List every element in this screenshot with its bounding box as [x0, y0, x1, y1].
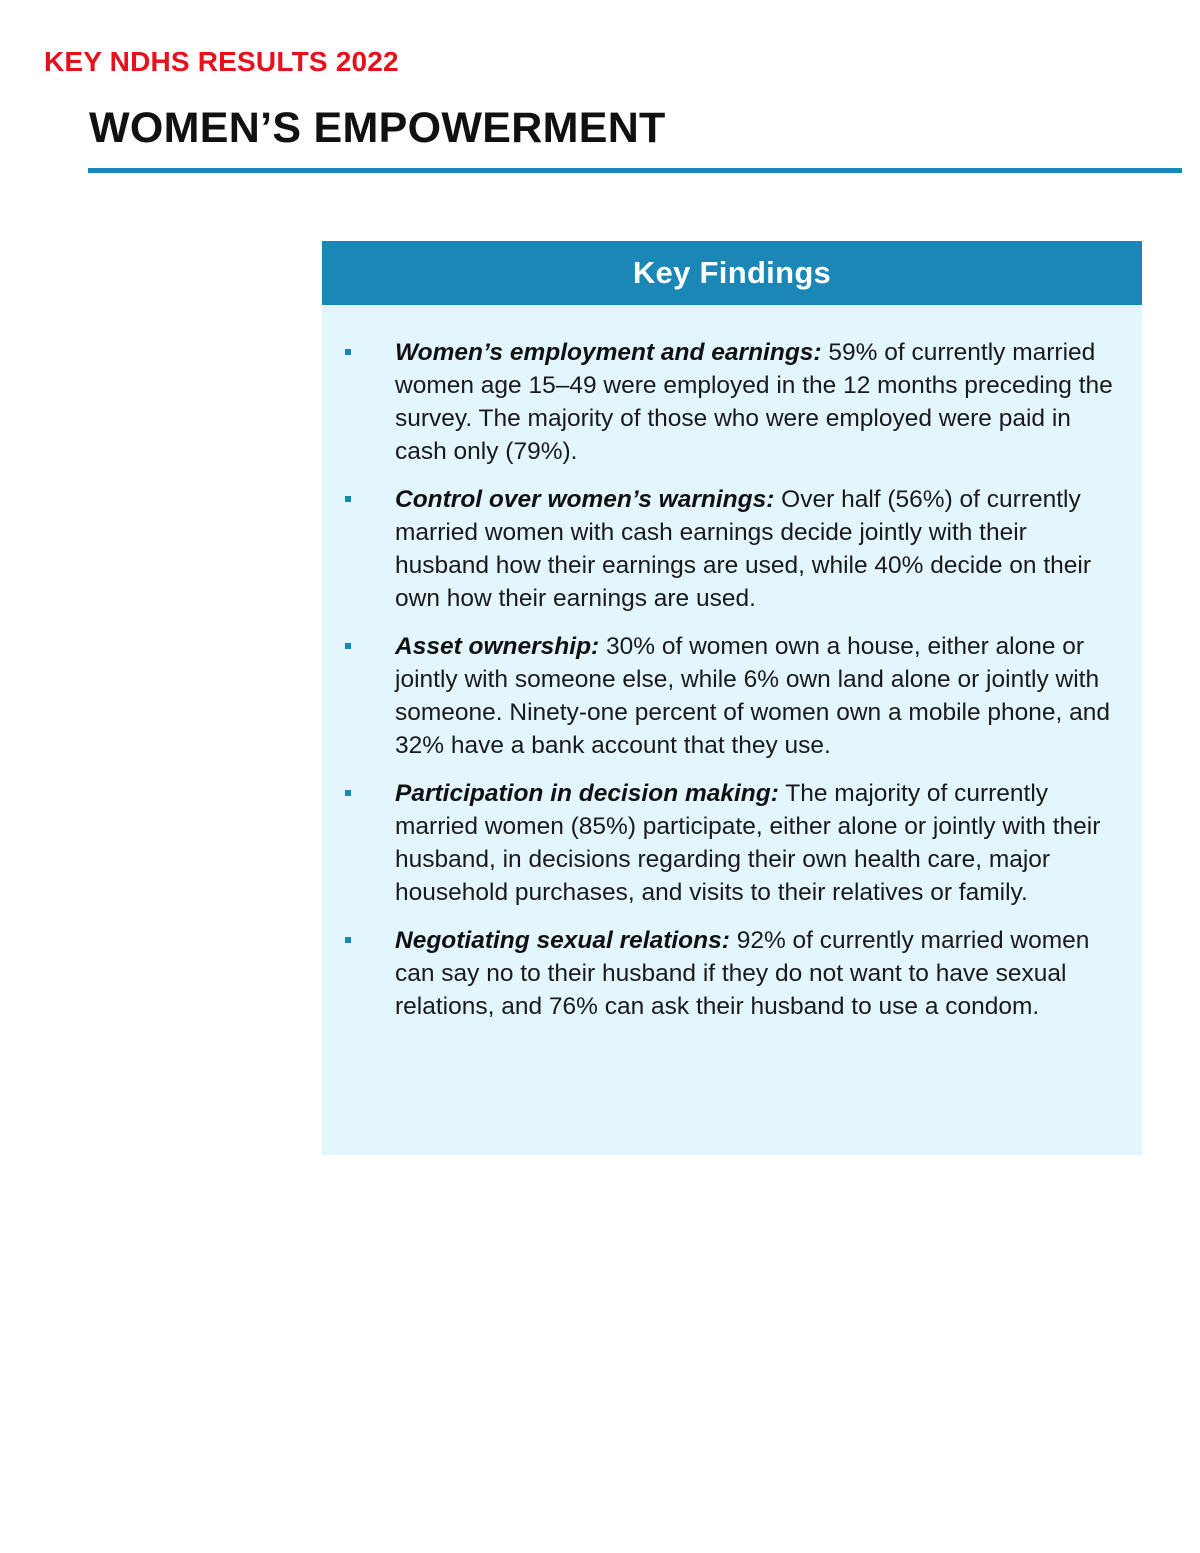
report-tag: KEY NDHS RESULTS 2022: [44, 46, 399, 77]
square-bullet-icon: [345, 349, 351, 355]
title-divider: [88, 168, 1182, 173]
page-title: WOMEN’S EMPOWERMENT: [89, 104, 666, 152]
finding-label: Negotiating sexual relations:: [395, 927, 730, 954]
key-findings-header: [322, 241, 1142, 305]
finding-sexual-relations: [322, 924, 1142, 1023]
finding-label: Control over women’s warnings:: [395, 486, 775, 513]
finding-label: Women’s employment and earnings:: [395, 339, 822, 366]
key-findings-heading: Key Findings: [632, 255, 832, 290]
finding-text: The majority of currently married women (85%) participate, either alone or jointly with their husband, in decisions regarding their own health care, major household purchases, and visits to their relatives or family.: [395, 780, 1101, 906]
finding-text: Over half (56%) of currently married women with cash earnings decide jointly with their husband how their earnings are used, while 40% decide on their own how their earnings are used.: [395, 486, 1091, 612]
finding-label: Asset ownership:: [395, 633, 600, 660]
key-findings-list: [322, 305, 1142, 1023]
square-bullet-icon: [345, 937, 351, 943]
square-bullet-icon: [345, 643, 351, 649]
square-bullet-icon: [345, 496, 351, 502]
finding-asset-ownership: [322, 630, 1142, 762]
finding-decision-making: [322, 777, 1142, 909]
finding-label: Participation in decision making:: [395, 780, 779, 807]
finding-employment-earnings: [322, 336, 1142, 468]
key-findings-box: [322, 241, 1142, 1155]
square-bullet-icon: [345, 790, 351, 796]
finding-control-over-earnings: [322, 483, 1142, 615]
finding-text: 30% of women own a house, either alone or jointly with someone else, while 6% own land alone or jointly with someone. Ninety-one percent of women own a mobile phone, and 32% have a bank account that they use.: [395, 633, 1111, 759]
finding-text: 59% of currently married women age 15–49 were employed in the 12 months preceding the survey. The majority of those who were employed were paid in cash only (79%).: [395, 339, 1113, 465]
finding-text: 92% of currently married women can say no to their husband if they do not want to have sexual relations, and 76% can ask their husband to use a condom.: [395, 927, 1090, 1020]
